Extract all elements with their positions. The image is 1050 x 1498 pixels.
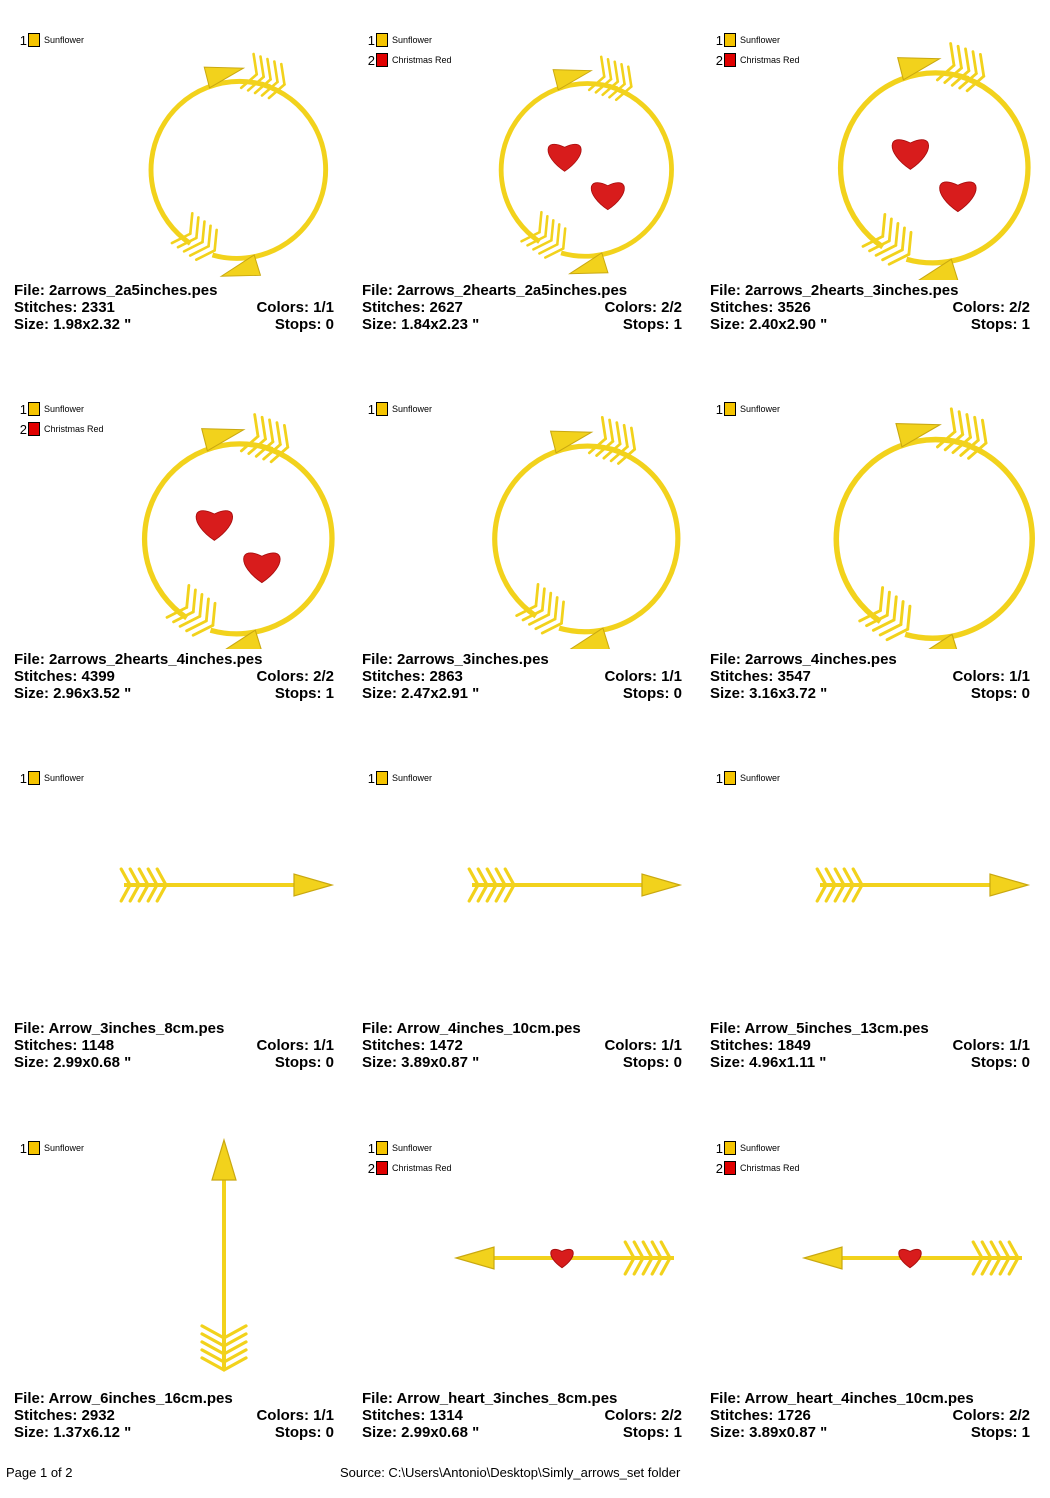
thread-legend-item xyxy=(18,399,104,419)
thread-number: 1 xyxy=(367,401,375,417)
info-row xyxy=(14,685,334,702)
thread-number: 1 xyxy=(19,1140,27,1156)
color-swatch xyxy=(724,1161,736,1175)
thread-name: Sunflower xyxy=(44,404,85,414)
design-preview xyxy=(14,30,344,280)
thread-name: Sunflower xyxy=(740,35,781,45)
info-row xyxy=(710,316,1030,333)
fletching-icon xyxy=(937,44,983,91)
thread-number: 2 xyxy=(367,52,375,68)
design-cell xyxy=(710,399,1040,759)
color-swatch xyxy=(724,402,736,416)
thread-name: Sunflower xyxy=(44,773,85,783)
thread-legend xyxy=(714,30,800,70)
design-info xyxy=(14,651,334,702)
design-size: Size: 1.98x2.32 " xyxy=(14,316,132,333)
color-swatch xyxy=(724,771,736,785)
thread-legend-item xyxy=(366,1138,452,1158)
design-size: Size: 2.96x3.52 " xyxy=(14,685,132,702)
design-info xyxy=(14,1020,334,1071)
thread-number: 1 xyxy=(715,32,723,48)
color-count: Colors: 2/2 xyxy=(604,299,682,316)
design-cell xyxy=(14,399,344,759)
color-swatch xyxy=(28,422,40,436)
thread-legend-item xyxy=(714,1138,800,1158)
design-info xyxy=(362,282,682,333)
info-row xyxy=(14,1037,334,1054)
info-row xyxy=(710,299,1030,316)
file-name: File: Arrow_5inches_13cm.pes xyxy=(710,1020,929,1037)
heart-icon xyxy=(244,553,280,583)
stitch-count: Stitches: 3547 xyxy=(710,668,811,685)
design-size: Size: 4.96x1.11 " xyxy=(710,1054,827,1071)
stop-count: Stops: 0 xyxy=(274,1424,334,1441)
thread-legend-item xyxy=(714,30,800,50)
arrowhead-icon xyxy=(294,874,332,896)
color-count: Colors: 1/1 xyxy=(256,299,334,316)
stitch-count: Stitches: 1849 xyxy=(710,1037,811,1054)
thread-legend-item xyxy=(366,1158,452,1178)
arc-left xyxy=(495,446,620,616)
thread-name: Sunflower xyxy=(740,773,781,783)
design-info xyxy=(14,282,334,333)
color-count: Colors: 1/1 xyxy=(256,1037,334,1054)
arrowhead-icon xyxy=(804,1247,842,1269)
arrowhead-icon xyxy=(642,874,680,896)
thread-legend-item xyxy=(366,399,432,419)
design-info xyxy=(362,1020,682,1071)
circle-arrows-motif xyxy=(836,409,1032,649)
thread-number: 1 xyxy=(367,32,375,48)
info-row xyxy=(362,299,682,316)
file-name: File: Arrow_3inches_8cm.pes xyxy=(14,1020,225,1037)
stop-count: Stops: 1 xyxy=(274,685,334,702)
thread-legend xyxy=(366,399,432,419)
arrow-motif xyxy=(202,1140,246,1370)
thread-name: Christmas Red xyxy=(740,55,800,65)
thread-legend-item xyxy=(366,30,452,50)
stop-count: Stops: 0 xyxy=(274,316,334,333)
color-swatch xyxy=(724,33,736,47)
info-row xyxy=(362,1407,682,1424)
design-info xyxy=(710,1020,1030,1071)
thread-legend-item xyxy=(714,399,780,419)
color-swatch xyxy=(376,1161,388,1175)
file-name: File: 2arrows_2hearts_4inches.pes xyxy=(14,651,263,668)
thread-legend xyxy=(714,399,780,419)
thread-name: Sunflower xyxy=(392,35,433,45)
thread-legend-item xyxy=(714,1158,800,1178)
color-count: Colors: 2/2 xyxy=(256,668,334,685)
file-name: File: 2arrows_4inches.pes xyxy=(710,651,897,668)
info-row xyxy=(14,1054,334,1071)
info-row xyxy=(710,1407,1030,1424)
stop-count: Stops: 0 xyxy=(622,1054,682,1071)
heart-icon xyxy=(196,511,232,541)
stitch-count: Stitches: 4399 xyxy=(14,668,115,685)
color-swatch xyxy=(28,33,40,47)
thread-name: Christmas Red xyxy=(392,1163,452,1173)
stop-count: Stops: 0 xyxy=(970,685,1030,702)
file-name: File: 2arrows_2a5inches.pes xyxy=(14,282,218,299)
arc-right xyxy=(561,86,671,256)
heart-icon xyxy=(940,182,976,212)
arc-right xyxy=(212,84,325,258)
info-row xyxy=(362,668,682,685)
design-preview xyxy=(14,1138,344,1388)
thread-number: 2 xyxy=(19,421,27,437)
thread-number: 1 xyxy=(19,401,27,417)
thread-name: Christmas Red xyxy=(44,424,104,434)
info-row xyxy=(14,1424,334,1441)
color-swatch xyxy=(28,771,40,785)
color-count: Colors: 1/1 xyxy=(952,1037,1030,1054)
thread-number: 1 xyxy=(715,401,723,417)
thread-legend-item xyxy=(18,30,84,50)
file-name: File: Arrow_6inches_16cm.pes xyxy=(14,1390,233,1407)
heart-icon xyxy=(892,140,928,170)
design-cell xyxy=(710,768,1040,1128)
thread-number: 1 xyxy=(367,770,375,786)
thread-legend-item xyxy=(18,768,84,788)
stop-count: Stops: 1 xyxy=(970,316,1030,333)
thread-name: Christmas Red xyxy=(392,55,452,65)
info-row xyxy=(14,1407,334,1424)
design-size: Size: 1.84x2.23 " xyxy=(362,316,480,333)
source-path: Source: C:\Users\Antonio\Desktop\Simly_arrows_set folder xyxy=(340,1465,681,1480)
thread-legend xyxy=(366,30,452,70)
thread-legend xyxy=(714,768,780,788)
design-preview xyxy=(710,399,1040,649)
thread-legend xyxy=(18,1138,84,1158)
thread-legend xyxy=(366,768,432,788)
info-row xyxy=(362,685,682,702)
stop-count: Stops: 0 xyxy=(622,685,682,702)
thread-number: 1 xyxy=(367,1140,375,1156)
info-row xyxy=(710,1424,1030,1441)
file-name: File: Arrow_4inches_10cm.pes xyxy=(362,1020,581,1037)
design-cell xyxy=(14,30,344,390)
info-row xyxy=(14,316,334,333)
design-preview xyxy=(362,399,692,649)
thread-number: 2 xyxy=(715,52,723,68)
design-size: Size: 2.40x2.90 " xyxy=(710,316,828,333)
thread-name: Sunflower xyxy=(44,35,85,45)
design-size: Size: 3.16x3.72 " xyxy=(710,685,828,702)
color-count: Colors: 1/1 xyxy=(604,668,682,685)
design-preview xyxy=(362,768,692,1018)
info-row xyxy=(362,316,682,333)
color-swatch xyxy=(376,402,388,416)
design-cell xyxy=(362,399,692,759)
file-name: File: Arrow_heart_4inches_10cm.pes xyxy=(710,1390,974,1407)
thread-legend-item xyxy=(714,768,780,788)
thread-number: 2 xyxy=(367,1160,375,1176)
stitch-count: Stitches: 2932 xyxy=(14,1407,115,1424)
thread-legend xyxy=(366,1138,452,1178)
color-count: Colors: 1/1 xyxy=(604,1037,682,1054)
info-row xyxy=(710,685,1030,702)
color-swatch xyxy=(376,1141,388,1155)
stitch-count: Stitches: 1148 xyxy=(14,1037,115,1054)
file-name: File: 2arrows_3inches.pes xyxy=(362,651,549,668)
stop-count: Stops: 1 xyxy=(622,1424,682,1441)
info-row xyxy=(710,668,1030,685)
design-info xyxy=(710,1390,1030,1441)
file-name: File: Arrow_heart_3inches_8cm.pes xyxy=(362,1390,618,1407)
design-info xyxy=(710,651,1030,702)
thread-legend xyxy=(714,1138,800,1178)
color-swatch xyxy=(376,53,388,67)
fletching-icon xyxy=(241,415,287,462)
info-row xyxy=(14,299,334,316)
design-cell xyxy=(14,768,344,1128)
design-size: Size: 3.89x0.87 " xyxy=(710,1424,828,1441)
thread-legend-item xyxy=(18,419,104,439)
info-row xyxy=(362,1037,682,1054)
info-row xyxy=(362,1424,682,1441)
arrow-motif xyxy=(817,869,1028,901)
design-info xyxy=(14,1390,334,1441)
arc-left xyxy=(836,440,969,622)
design-cell xyxy=(362,768,692,1128)
thread-name: Christmas Red xyxy=(740,1163,800,1173)
design-preview xyxy=(710,768,1040,1018)
color-count: Colors: 2/2 xyxy=(604,1407,682,1424)
stitch-count: Stitches: 1314 xyxy=(362,1407,463,1424)
arrow-motif xyxy=(121,869,332,901)
design-cell xyxy=(362,30,692,390)
color-count: Colors: 1/1 xyxy=(256,1407,334,1424)
stop-count: Stops: 0 xyxy=(970,1054,1030,1071)
heart-icon xyxy=(551,1249,573,1267)
circle-arrows-motif xyxy=(145,415,332,649)
arrow-motif xyxy=(469,869,680,901)
thread-legend-item xyxy=(366,768,432,788)
stitch-count: Stitches: 2331 xyxy=(14,299,115,316)
thread-legend-item xyxy=(18,1138,84,1158)
design-info xyxy=(362,1390,682,1441)
color-count: Colors: 1/1 xyxy=(952,668,1030,685)
thread-number: 1 xyxy=(715,1140,723,1156)
thread-name: Sunflower xyxy=(392,404,433,414)
fletching-icon xyxy=(937,409,986,458)
thread-legend xyxy=(18,30,84,50)
fletching-icon xyxy=(589,57,631,100)
arrowhead-icon xyxy=(990,874,1028,896)
circle-arrows-motif xyxy=(495,417,678,649)
design-size: Size: 3.89x0.87 " xyxy=(362,1054,480,1071)
color-count: Colors: 2/2 xyxy=(952,1407,1030,1424)
color-swatch xyxy=(724,53,736,67)
stop-count: Stops: 1 xyxy=(970,1424,1030,1441)
circle-arrows-motif xyxy=(151,54,326,276)
stitch-count: Stitches: 3526 xyxy=(710,299,811,316)
color-swatch xyxy=(28,402,40,416)
color-swatch xyxy=(724,1141,736,1155)
design-cell xyxy=(362,1138,692,1498)
design-size: Size: 2.47x2.91 " xyxy=(362,685,480,702)
thread-number: 1 xyxy=(715,770,723,786)
arc-right xyxy=(905,443,1032,639)
thread-number: 1 xyxy=(19,32,27,48)
stitch-count: Stitches: 1726 xyxy=(710,1407,811,1424)
page-number: Page 1 of 2 xyxy=(6,1465,73,1480)
info-row xyxy=(710,1054,1030,1071)
design-info xyxy=(710,282,1030,333)
design-info xyxy=(362,651,682,702)
stitch-count: Stitches: 2863 xyxy=(362,668,463,685)
heart-icon xyxy=(548,144,581,171)
arc-right xyxy=(210,447,332,634)
file-name: File: 2arrows_2hearts_3inches.pes xyxy=(710,282,959,299)
circle-arrows-motif xyxy=(841,44,1028,280)
arrow-motif xyxy=(804,1242,1022,1274)
thread-name: Sunflower xyxy=(44,1143,85,1153)
arc-left xyxy=(151,81,270,243)
thread-number: 2 xyxy=(715,1160,723,1176)
color-swatch xyxy=(376,771,388,785)
file-name: File: 2arrows_2hearts_2a5inches.pes xyxy=(362,282,628,299)
fletching-icon xyxy=(589,417,634,463)
color-count: Colors: 2/2 xyxy=(952,299,1030,316)
design-cell xyxy=(14,1138,344,1498)
thread-name: Sunflower xyxy=(392,773,433,783)
design-preview xyxy=(14,768,344,1018)
thread-name: Sunflower xyxy=(740,1143,781,1153)
circle-arrows-motif xyxy=(501,57,671,274)
heart-icon xyxy=(899,1249,921,1267)
thread-number: 1 xyxy=(19,770,27,786)
thread-name: Sunflower xyxy=(392,1143,433,1153)
info-row xyxy=(362,1054,682,1071)
info-row xyxy=(710,1037,1030,1054)
arc-right xyxy=(906,76,1028,263)
thread-legend xyxy=(18,768,84,788)
arrowhead-icon xyxy=(212,1140,236,1180)
thread-legend-item xyxy=(366,50,452,70)
design-size: Size: 2.99x0.68 " xyxy=(362,1424,480,1441)
stop-count: Stops: 1 xyxy=(622,316,682,333)
stitch-count: Stitches: 1472 xyxy=(362,1037,463,1054)
fletching-icon xyxy=(241,54,284,98)
thread-legend xyxy=(18,399,104,439)
thread-name: Sunflower xyxy=(740,404,781,414)
color-swatch xyxy=(376,33,388,47)
heart-icon xyxy=(591,183,624,210)
design-cell xyxy=(710,30,1040,390)
info-row xyxy=(14,668,334,685)
arrowhead-icon xyxy=(456,1247,494,1269)
thread-legend-item xyxy=(714,50,800,70)
design-size: Size: 2.99x0.68 " xyxy=(14,1054,132,1071)
arc-right xyxy=(559,449,678,632)
design-size: Size: 1.37x6.12 " xyxy=(14,1424,132,1441)
design-cell xyxy=(710,1138,1040,1498)
stitch-count: Stitches: 2627 xyxy=(362,299,463,316)
stop-count: Stops: 0 xyxy=(274,1054,334,1071)
arrow-motif xyxy=(456,1242,674,1274)
color-swatch xyxy=(28,1141,40,1155)
